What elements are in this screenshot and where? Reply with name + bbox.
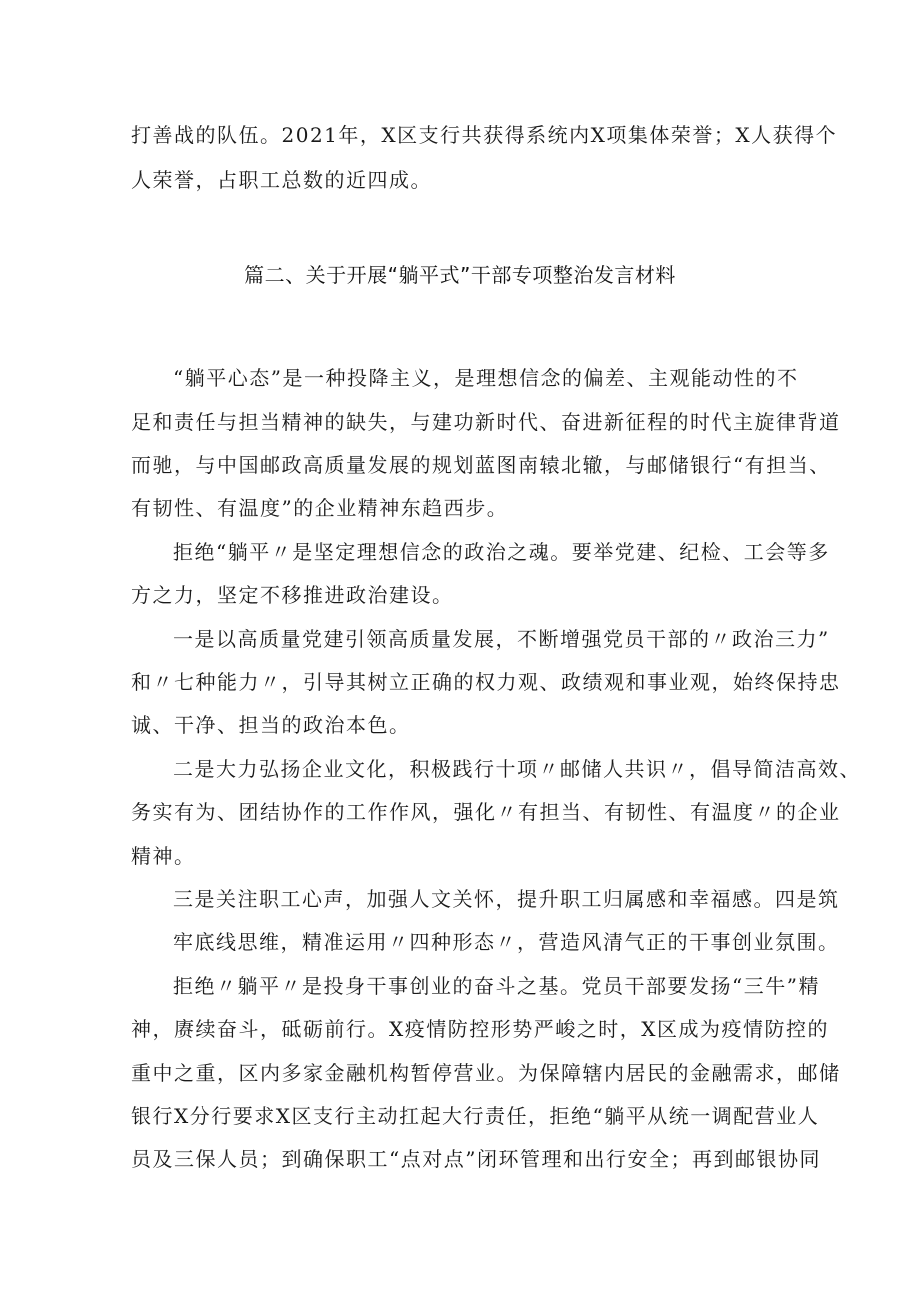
paragraph-line: 二是大力弘扬企业文化，积极践行十项〃邮储人共识〃，倡导简洁高效、 (173, 757, 861, 781)
paragraph-line: 诚、干净、担当的政治本色。 (131, 713, 411, 737)
paragraph-line: “躺平心态”是一种投降主义，是理想信念的偏差、主观能动性的不 (173, 366, 799, 390)
paragraph-line: 神，赓续奋斗，砥砺前行。X疫情防控形势严峻之时，X区成为疫情防控的 (131, 1017, 829, 1041)
paragraph-line: 一是以高质量党建引领高质量发展，不断增强党员干部的〃政治三力” (173, 627, 830, 651)
paragraph-line: 重中之重，区内多家金融机构暂停营业。为保障辖内居民的金融需求，邮储 (131, 1061, 841, 1085)
paragraph-line: 牢底线思维，精准运用〃四种形态〃，营造风清气正的干事创业氛围。 (173, 930, 840, 954)
paragraph-line: 和〃七种能力〃，引导其树立正确的权力观、政绩观和事业观，始终保持忠 (131, 670, 841, 694)
section-title: 篇二、关于开展“躺平式”干部专项整治发言材料 (244, 263, 676, 287)
paragraph-line: 人荣誉，占职工总数的近四成。 (131, 168, 432, 192)
paragraph-line: 三是关注职工心声，加强人文关怀，提升职工归属感和幸福感。四是筑 (173, 887, 840, 911)
paragraph-line: 精神。 (131, 844, 196, 868)
paragraph-line: 足和责任与担当精神的缺失，与建功新时代、奋进新征程的时代主旋律背道 (131, 410, 841, 434)
paragraph-line: 员及三保人员；到确保职工“点对点”闭环管理和出行安全；再到邮银协同 (131, 1147, 821, 1171)
paragraph-line: 拒绝“躺平〃是坚定理想信念的政治之魂。要举党建、纪检、工会等多 (173, 540, 830, 564)
paragraph-line: 银行X分行要求X区支行主动扛起大行责任，拒绝“躺平从统一调配营业人 (131, 1104, 820, 1128)
paragraph-line: 方之力，坚定不移推进政治建设。 (131, 583, 454, 607)
paragraph-line: 有韧性、有温度”的企业精神东趋西步。 (131, 496, 509, 520)
paragraph-line: 打善战的队伍。2021年，X区支行共获得系统内X项集体荣誉；X人获得个 (131, 123, 838, 147)
paragraph-line: 务实有为、团结协作的工作作风，强化〃有担当、有韧性、有温度〃的企业 (131, 800, 841, 824)
paragraph-line: 拒绝〃躺平〃是投身干事创业的奋斗之基。党员干部要发扬“三牛”精 (173, 974, 820, 998)
paragraph-line: 而驰，与中国邮政高质量发展的规划蓝图南辕北辙，与邮储银行“有担当、 (131, 453, 831, 477)
